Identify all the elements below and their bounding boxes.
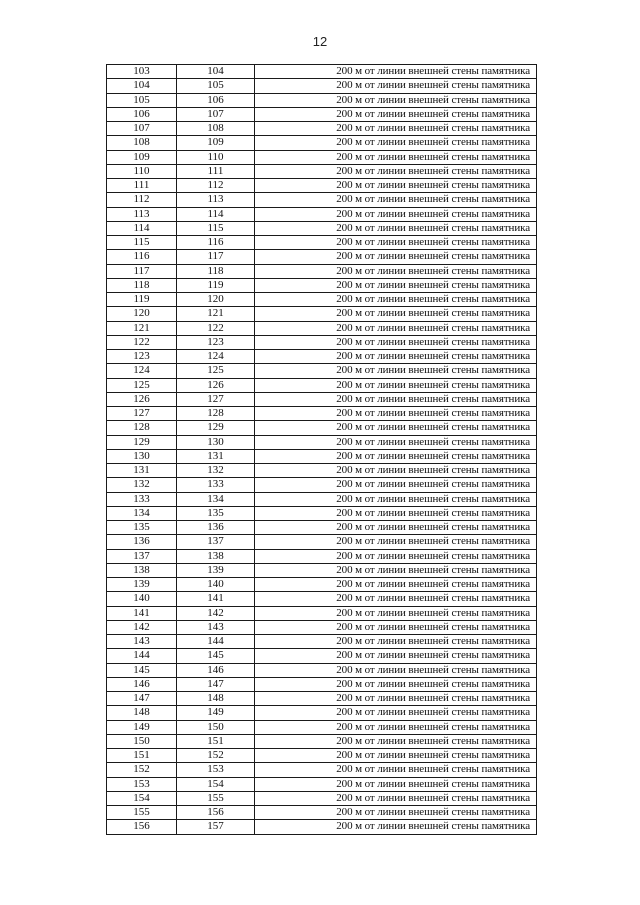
table-row	[107, 407, 537, 421]
segment-description-cell: 200 м от линии внешней стены памятника	[255, 293, 537, 307]
point-to-cell: 144	[177, 635, 255, 649]
point-from-cell: 111	[107, 179, 177, 193]
point-to-cell: 143	[177, 620, 255, 634]
point-from-cell: 104	[107, 79, 177, 93]
point-to-cell: 149	[177, 706, 255, 720]
point-to-cell: 155	[177, 791, 255, 805]
segment-description-cell: 200 м от линии внешней стены памятника	[255, 107, 537, 121]
point-from-cell: 106	[107, 107, 177, 121]
table-row	[107, 635, 537, 649]
point-from-cell: 147	[107, 692, 177, 706]
segment-description-cell: 200 м от линии внешней стены памятника	[255, 321, 537, 335]
point-from-cell: 119	[107, 293, 177, 307]
point-from-cell: 142	[107, 620, 177, 634]
segment-description-cell: 200 м от линии внешней стены памятника	[255, 164, 537, 178]
segment-description-cell: 200 м от линии внешней стены памятника	[255, 407, 537, 421]
table-row	[107, 65, 537, 79]
table-row	[107, 193, 537, 207]
point-from-cell: 118	[107, 278, 177, 292]
table-row	[107, 549, 537, 563]
segment-description-cell: 200 м от линии внешней стены памятника	[255, 663, 537, 677]
segment-description-cell: 200 м от линии внешней стены памятника	[255, 563, 537, 577]
point-to-cell: 141	[177, 592, 255, 606]
segment-description-cell: 200 м от линии внешней стены памятника	[255, 749, 537, 763]
table-row	[107, 278, 537, 292]
table-row	[107, 136, 537, 150]
table-row	[107, 791, 537, 805]
point-from-cell: 122	[107, 335, 177, 349]
table-row	[107, 93, 537, 107]
point-from-cell: 140	[107, 592, 177, 606]
point-from-cell: 125	[107, 378, 177, 392]
point-to-cell: 145	[177, 649, 255, 663]
segment-description-cell: 200 м от линии внешней стены памятника	[255, 378, 537, 392]
table-row	[107, 478, 537, 492]
point-to-cell: 115	[177, 221, 255, 235]
table-row	[107, 677, 537, 691]
point-from-cell: 146	[107, 677, 177, 691]
point-to-cell: 132	[177, 464, 255, 478]
table-row	[107, 79, 537, 93]
point-to-cell: 129	[177, 421, 255, 435]
point-to-cell: 104	[177, 65, 255, 79]
point-to-cell: 134	[177, 492, 255, 506]
point-to-cell: 142	[177, 606, 255, 620]
point-to-cell: 131	[177, 449, 255, 463]
point-from-cell: 134	[107, 506, 177, 520]
segment-description-cell: 200 м от линии внешней стены памятника	[255, 79, 537, 93]
segment-description-cell: 200 м от линии внешней стены памятника	[255, 264, 537, 278]
segment-description-cell: 200 м от линии внешней стены памятника	[255, 449, 537, 463]
point-from-cell: 128	[107, 421, 177, 435]
point-from-cell: 120	[107, 307, 177, 321]
point-to-cell: 127	[177, 392, 255, 406]
segment-description-cell: 200 м от линии внешней стены памятника	[255, 791, 537, 805]
point-from-cell: 112	[107, 193, 177, 207]
point-from-cell: 135	[107, 521, 177, 535]
point-to-cell: 136	[177, 521, 255, 535]
point-to-cell: 157	[177, 820, 255, 834]
point-from-cell: 105	[107, 93, 177, 107]
table-row	[107, 521, 537, 535]
segment-description-cell: 200 м от линии внешней стены памятника	[255, 335, 537, 349]
point-to-cell: 123	[177, 335, 255, 349]
point-to-cell: 137	[177, 535, 255, 549]
table-row	[107, 763, 537, 777]
point-from-cell: 103	[107, 65, 177, 79]
table-row	[107, 236, 537, 250]
point-to-cell: 156	[177, 806, 255, 820]
point-to-cell: 125	[177, 364, 255, 378]
table-body	[107, 65, 537, 835]
table-row	[107, 207, 537, 221]
point-from-cell: 115	[107, 236, 177, 250]
segment-description-cell: 200 м от линии внешней стены памятника	[255, 193, 537, 207]
table-row	[107, 164, 537, 178]
segment-description-cell: 200 м от линии внешней стены памятника	[255, 492, 537, 506]
table-row	[107, 107, 537, 121]
point-to-cell: 108	[177, 122, 255, 136]
segment-description-cell: 200 м от линии внешней стены памятника	[255, 122, 537, 136]
segment-description-cell: 200 м от линии внешней стены памятника	[255, 720, 537, 734]
point-to-cell: 111	[177, 164, 255, 178]
table-row	[107, 321, 537, 335]
point-from-cell: 149	[107, 720, 177, 734]
table-row	[107, 820, 537, 834]
point-to-cell: 107	[177, 107, 255, 121]
point-from-cell: 131	[107, 464, 177, 478]
table-row	[107, 221, 537, 235]
point-from-cell: 143	[107, 635, 177, 649]
table-row	[107, 720, 537, 734]
table-row	[107, 307, 537, 321]
table-row	[107, 350, 537, 364]
segment-description-cell: 200 м от линии внешней стены памятника	[255, 677, 537, 691]
point-to-cell: 139	[177, 563, 255, 577]
segment-description-cell: 200 м от линии внешней стены памятника	[255, 179, 537, 193]
point-to-cell: 122	[177, 321, 255, 335]
segment-description-cell: 200 м от линии внешней стены памятника	[255, 521, 537, 535]
segment-description-cell: 200 м от линии внешней стены памятника	[255, 649, 537, 663]
table-row	[107, 506, 537, 520]
point-to-cell: 121	[177, 307, 255, 321]
point-from-cell: 108	[107, 136, 177, 150]
point-to-cell: 152	[177, 749, 255, 763]
table-row	[107, 449, 537, 463]
segment-description-cell: 200 м от линии внешней стены памятника	[255, 806, 537, 820]
table-row	[107, 122, 537, 136]
point-from-cell: 129	[107, 435, 177, 449]
point-from-cell: 156	[107, 820, 177, 834]
point-to-cell: 113	[177, 193, 255, 207]
segment-description-cell: 200 м от линии внешней стены памятника	[255, 392, 537, 406]
boundary-points-table	[106, 64, 537, 835]
table-row	[107, 335, 537, 349]
point-to-cell: 117	[177, 250, 255, 264]
segment-description-cell: 200 м от линии внешней стены памятника	[255, 706, 537, 720]
point-to-cell: 120	[177, 293, 255, 307]
segment-description-cell: 200 м от линии внешней стены памятника	[255, 549, 537, 563]
segment-description-cell: 200 м от линии внешней стены памятника	[255, 65, 537, 79]
segment-description-cell: 200 м от линии внешней стены памятника	[255, 734, 537, 748]
point-to-cell: 112	[177, 179, 255, 193]
segment-description-cell: 200 м от линии внешней стены памятника	[255, 236, 537, 250]
point-from-cell: 148	[107, 706, 177, 720]
point-to-cell: 130	[177, 435, 255, 449]
point-from-cell: 126	[107, 392, 177, 406]
table-row	[107, 649, 537, 663]
table-row	[107, 492, 537, 506]
point-from-cell: 114	[107, 221, 177, 235]
table-row	[107, 777, 537, 791]
point-to-cell: 106	[177, 93, 255, 107]
table-row	[107, 264, 537, 278]
segment-description-cell: 200 м от линии внешней стены памятника	[255, 464, 537, 478]
segment-description-cell: 200 м от линии внешней стены памятника	[255, 635, 537, 649]
point-to-cell: 133	[177, 478, 255, 492]
point-from-cell: 139	[107, 578, 177, 592]
segment-description-cell: 200 м от линии внешней стены памятника	[255, 620, 537, 634]
segment-description-cell: 200 м от линии внешней стены памятника	[255, 250, 537, 264]
table-row	[107, 620, 537, 634]
table-row	[107, 179, 537, 193]
table-row	[107, 150, 537, 164]
table-row	[107, 749, 537, 763]
table-row	[107, 421, 537, 435]
segment-description-cell: 200 м от линии внешней стены памятника	[255, 692, 537, 706]
point-from-cell: 152	[107, 763, 177, 777]
segment-description-cell: 200 м от линии внешней стены памятника	[255, 278, 537, 292]
table-row	[107, 606, 537, 620]
point-to-cell: 154	[177, 777, 255, 791]
point-from-cell: 113	[107, 207, 177, 221]
table-row	[107, 692, 537, 706]
point-from-cell: 107	[107, 122, 177, 136]
segment-description-cell: 200 м от линии внешней стены памятника	[255, 150, 537, 164]
table-row	[107, 592, 537, 606]
point-to-cell: 118	[177, 264, 255, 278]
point-from-cell: 121	[107, 321, 177, 335]
segment-description-cell: 200 м от линии внешней стены памятника	[255, 478, 537, 492]
point-to-cell: 148	[177, 692, 255, 706]
point-to-cell: 150	[177, 720, 255, 734]
table-row	[107, 364, 537, 378]
point-to-cell: 140	[177, 578, 255, 592]
segment-description-cell: 200 м от линии внешней стены памятника	[255, 364, 537, 378]
point-to-cell: 110	[177, 150, 255, 164]
table-row	[107, 706, 537, 720]
point-from-cell: 133	[107, 492, 177, 506]
point-to-cell: 146	[177, 663, 255, 677]
table-row	[107, 464, 537, 478]
segment-description-cell: 200 м от линии внешней стены памятника	[255, 136, 537, 150]
segment-description-cell: 200 м от линии внешней стены памятника	[255, 435, 537, 449]
point-to-cell: 135	[177, 506, 255, 520]
segment-description-cell: 200 м от линии внешней стены памятника	[255, 535, 537, 549]
point-from-cell: 132	[107, 478, 177, 492]
segment-description-cell: 200 м от линии внешней стены памятника	[255, 350, 537, 364]
table-row	[107, 535, 537, 549]
point-from-cell: 145	[107, 663, 177, 677]
point-from-cell: 136	[107, 535, 177, 549]
point-from-cell: 117	[107, 264, 177, 278]
segment-description-cell: 200 м от линии внешней стены памятника	[255, 578, 537, 592]
point-from-cell: 137	[107, 549, 177, 563]
point-to-cell: 116	[177, 236, 255, 250]
point-from-cell: 109	[107, 150, 177, 164]
point-from-cell: 130	[107, 449, 177, 463]
point-to-cell: 124	[177, 350, 255, 364]
table-row	[107, 563, 537, 577]
segment-description-cell: 200 м от линии внешней стены памятника	[255, 606, 537, 620]
segment-description-cell: 200 м от линии внешней стены памятника	[255, 207, 537, 221]
point-to-cell: 147	[177, 677, 255, 691]
point-to-cell: 114	[177, 207, 255, 221]
point-from-cell: 116	[107, 250, 177, 264]
point-to-cell: 119	[177, 278, 255, 292]
segment-description-cell: 200 м от линии внешней стены памятника	[255, 777, 537, 791]
point-to-cell: 153	[177, 763, 255, 777]
point-from-cell: 123	[107, 350, 177, 364]
segment-description-cell: 200 м от линии внешней стены памятника	[255, 820, 537, 834]
table-row	[107, 435, 537, 449]
segment-description-cell: 200 м от линии внешней стены памятника	[255, 592, 537, 606]
point-from-cell: 151	[107, 749, 177, 763]
table-row	[107, 663, 537, 677]
point-to-cell: 109	[177, 136, 255, 150]
point-from-cell: 141	[107, 606, 177, 620]
point-from-cell: 154	[107, 791, 177, 805]
point-to-cell: 105	[177, 79, 255, 93]
table-row	[107, 734, 537, 748]
point-to-cell: 126	[177, 378, 255, 392]
point-from-cell: 127	[107, 407, 177, 421]
table-row	[107, 578, 537, 592]
point-from-cell: 153	[107, 777, 177, 791]
segment-description-cell: 200 м от линии внешней стены памятника	[255, 307, 537, 321]
table-row	[107, 250, 537, 264]
point-from-cell: 155	[107, 806, 177, 820]
point-from-cell: 138	[107, 563, 177, 577]
point-from-cell: 110	[107, 164, 177, 178]
segment-description-cell: 200 м от линии внешней стены памятника	[255, 421, 537, 435]
table-row	[107, 392, 537, 406]
page-number: 12	[312, 34, 328, 49]
table-row	[107, 378, 537, 392]
point-from-cell: 150	[107, 734, 177, 748]
segment-description-cell: 200 м от линии внешней стены памятника	[255, 93, 537, 107]
table-row	[107, 293, 537, 307]
segment-description-cell: 200 м от линии внешней стены памятника	[255, 506, 537, 520]
table-row	[107, 806, 537, 820]
point-from-cell: 124	[107, 364, 177, 378]
point-to-cell: 138	[177, 549, 255, 563]
point-to-cell: 128	[177, 407, 255, 421]
segment-description-cell: 200 м от линии внешней стены памятника	[255, 763, 537, 777]
segment-description-cell: 200 м от линии внешней стены памятника	[255, 221, 537, 235]
point-from-cell: 144	[107, 649, 177, 663]
point-to-cell: 151	[177, 734, 255, 748]
